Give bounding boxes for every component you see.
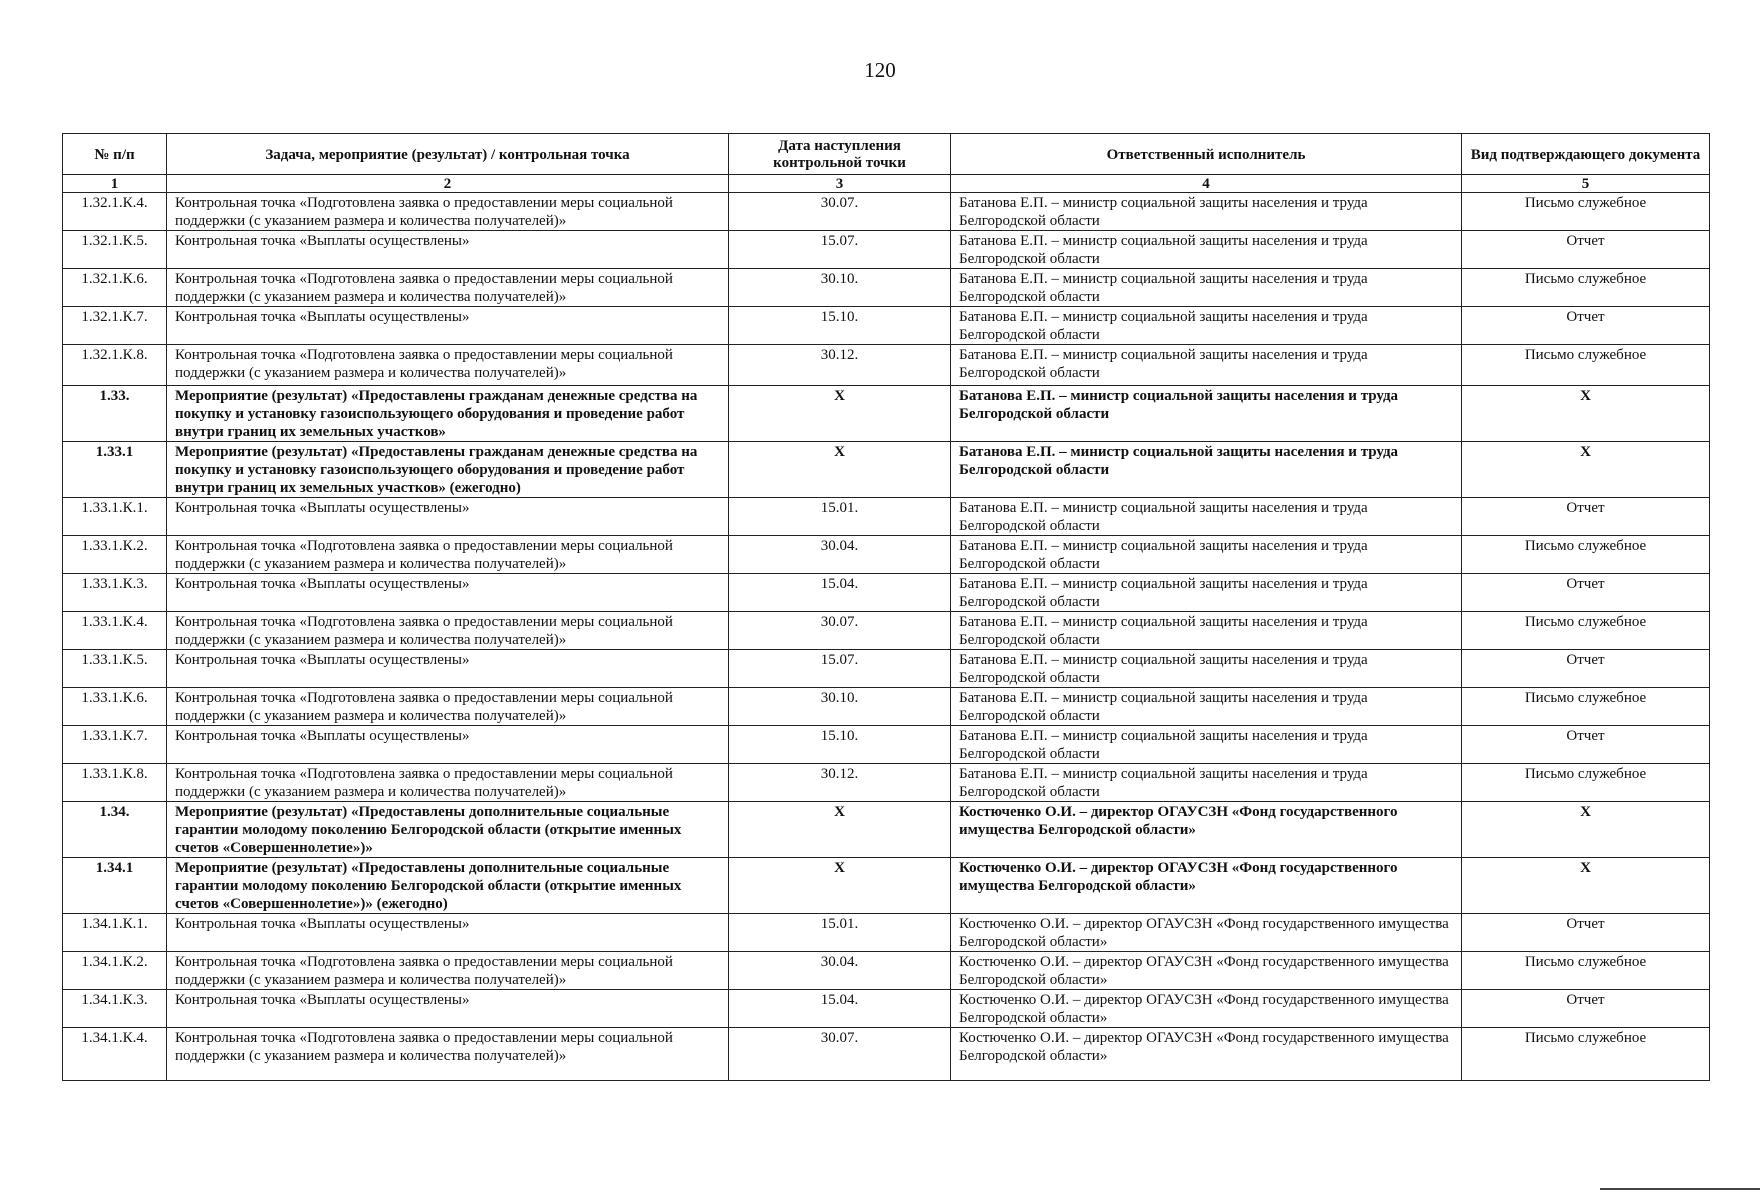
table-row (63, 536, 1710, 574)
table-row (63, 990, 1710, 1028)
row-number: 1.34.1.К.2. (63, 952, 167, 990)
page-number: 120 (864, 58, 896, 82)
row-responsible: Батанова Е.П. – министр социальной защиты населения и труда Белгородской области (951, 764, 1462, 802)
row-number: 1.33.1.К.1. (63, 498, 167, 536)
table-row (63, 764, 1710, 802)
row-document-type: Х (1462, 386, 1710, 442)
row-task: Контрольная точка «Подготовлена заявка о предоставлении меры социальной поддержки (с указанием размера и количества получателей)» (167, 1028, 729, 1081)
row-date: 15.10. (729, 726, 951, 764)
row-responsible: Костюченко О.И. – директор ОГАУСЗН «Фонд государственного имущества Белгородской области» (951, 858, 1462, 914)
row-number: 1.33.1.К.5. (63, 650, 167, 688)
row-number: 1.32.1.К.8. (63, 345, 167, 386)
header-responsible: Ответственный исполнитель (951, 134, 1462, 175)
row-document-type: Отчет (1462, 650, 1710, 688)
row-responsible: Батанова Е.П. – министр социальной защиты населения и труда Белгородской области (951, 386, 1462, 442)
header-document: Вид подтверждающего документа (1462, 134, 1710, 175)
table-row (63, 612, 1710, 650)
row-number: 1.33.1.К.4. (63, 612, 167, 650)
table-row (63, 726, 1710, 764)
row-date: Х (729, 858, 951, 914)
row-date: 15.01. (729, 914, 951, 952)
row-date: 15.04. (729, 990, 951, 1028)
row-responsible: Батанова Е.П. – министр социальной защиты населения и труда Белгородской области (951, 612, 1462, 650)
row-date: 30.07. (729, 1028, 951, 1081)
row-responsible: Батанова Е.П. – министр социальной защиты населения и труда Белгородской области (951, 688, 1462, 726)
row-date: 30.10. (729, 269, 951, 307)
row-number: 1.32.1.К.4. (63, 193, 167, 231)
table-row (63, 574, 1710, 612)
row-task: Контрольная точка «Подготовлена заявка о предоставлении меры социальной поддержки (с указанием размера и количества получателей)» (167, 345, 729, 386)
row-date: 30.10. (729, 688, 951, 726)
column-number: 5 (1462, 175, 1710, 193)
row-number: 1.34.1.К.1. (63, 914, 167, 952)
table-row (63, 858, 1710, 914)
row-task: Контрольная точка «Подготовлена заявка о предоставлении меры социальной поддержки (с указанием размера и количества получателей)» (167, 193, 729, 231)
row-document-type: Отчет (1462, 574, 1710, 612)
row-task: Мероприятие (результат) «Предоставлены гражданам денежные средства на покупку и установку газоиспользующего оборудования и проведение работ внутри границ их земельных участков» (167, 386, 729, 442)
row-number: 1.34.1 (63, 858, 167, 914)
row-document-type: Отчет (1462, 307, 1710, 345)
table-row (63, 345, 1710, 386)
column-number: 3 (729, 175, 951, 193)
header-date: Дата наступления контрольной точки (729, 134, 951, 175)
row-task: Контрольная точка «Подготовлена заявка о предоставлении меры социальной поддержки (с указанием размера и количества получателей)» (167, 688, 729, 726)
row-document-type: Отчет (1462, 726, 1710, 764)
table-row (63, 1028, 1710, 1081)
table-row (63, 442, 1710, 498)
row-responsible: Костюченко О.И. – директор ОГАУСЗН «Фонд государственного имущества Белгородской области» (951, 914, 1462, 952)
row-date: 15.07. (729, 650, 951, 688)
table-row (63, 802, 1710, 858)
row-date: 15.10. (729, 307, 951, 345)
row-date: 30.04. (729, 536, 951, 574)
row-task: Контрольная точка «Выплаты осуществлены» (167, 574, 729, 612)
row-responsible: Батанова Е.П. – министр социальной защиты населения и труда Белгородской области (951, 498, 1462, 536)
row-number: 1.33.1.К.2. (63, 536, 167, 574)
row-task: Мероприятие (результат) «Предоставлены дополнительные социальные гарантии молодому поколению Белгородской области (открытие именных счетов «Совершеннолетие»)» (ежегодно) (167, 858, 729, 914)
row-date: 15.01. (729, 498, 951, 536)
row-document-type: Отчет (1462, 914, 1710, 952)
scan-artifact-line (1600, 1188, 1760, 1190)
row-task: Контрольная точка «Подготовлена заявка о предоставлении меры социальной поддержки (с указанием размера и количества получателей)» (167, 952, 729, 990)
column-number: 1 (63, 175, 167, 193)
row-responsible: Батанова Е.П. – министр социальной защиты населения и труда Белгородской области (951, 650, 1462, 688)
row-date: Х (729, 386, 951, 442)
row-document-type: Письмо служебное (1462, 952, 1710, 990)
row-responsible: Батанова Е.П. – министр социальной защиты населения и труда Белгородской области (951, 726, 1462, 764)
header-task: Задача, мероприятие (результат) / контрольная точка (167, 134, 729, 175)
row-date: 30.07. (729, 612, 951, 650)
row-document-type: Отчет (1462, 990, 1710, 1028)
row-responsible: Костюченко О.И. – директор ОГАУСЗН «Фонд государственного имущества Белгородской области» (951, 1028, 1462, 1081)
row-number: 1.33.1 (63, 442, 167, 498)
row-task: Контрольная точка «Выплаты осуществлены» (167, 498, 729, 536)
row-date: Х (729, 442, 951, 498)
row-task: Контрольная точка «Выплаты осуществлены» (167, 914, 729, 952)
row-task: Мероприятие (результат) «Предоставлены гражданам денежные средства на покупку и установку газоиспользующего оборудования и проведение работ внутри границ их земельных участков» (ежегодно) (167, 442, 729, 498)
table-header-row (63, 134, 1710, 175)
row-number: 1.33. (63, 386, 167, 442)
table-row (63, 307, 1710, 345)
row-date: 15.07. (729, 231, 951, 269)
row-number: 1.33.1.К.7. (63, 726, 167, 764)
row-number: 1.33.1.К.6. (63, 688, 167, 726)
row-task: Контрольная точка «Подготовлена заявка о предоставлении меры социальной поддержки (с указанием размера и количества получателей)» (167, 269, 729, 307)
header-number: № п/п (63, 134, 167, 175)
row-number: 1.32.1.К.6. (63, 269, 167, 307)
row-responsible: Батанова Е.П. – министр социальной защиты населения и труда Белгородской области (951, 231, 1462, 269)
table-row (63, 498, 1710, 536)
row-task: Контрольная точка «Подготовлена заявка о предоставлении меры социальной поддержки (с указанием размера и количества получателей)» (167, 612, 729, 650)
row-number: 1.32.1.К.7. (63, 307, 167, 345)
table-row (63, 193, 1710, 231)
row-document-type: Письмо служебное (1462, 345, 1710, 386)
row-document-type: Х (1462, 442, 1710, 498)
row-responsible: Костюченко О.И. – директор ОГАУСЗН «Фонд государственного имущества Белгородской области» (951, 952, 1462, 990)
table-row (63, 952, 1710, 990)
row-responsible: Батанова Е.П. – министр социальной защиты населения и труда Белгородской области (951, 269, 1462, 307)
row-document-type: Отчет (1462, 498, 1710, 536)
row-document-type: Письмо служебное (1462, 764, 1710, 802)
row-document-type: Х (1462, 802, 1710, 858)
table-body (63, 193, 1710, 1081)
row-task: Контрольная точка «Выплаты осуществлены» (167, 726, 729, 764)
row-responsible: Батанова Е.П. – министр социальной защиты населения и труда Белгородской области (951, 307, 1462, 345)
row-document-type: Письмо служебное (1462, 536, 1710, 574)
row-date: 30.12. (729, 345, 951, 386)
row-document-type: Отчет (1462, 231, 1710, 269)
row-number: 1.33.1.К.3. (63, 574, 167, 612)
row-task: Контрольная точка «Выплаты осуществлены» (167, 307, 729, 345)
row-document-type: Письмо служебное (1462, 688, 1710, 726)
row-task: Контрольная точка «Выплаты осуществлены» (167, 650, 729, 688)
row-date: 30.07. (729, 193, 951, 231)
row-responsible: Батанова Е.П. – министр социальной защиты населения и труда Белгородской области (951, 442, 1462, 498)
row-number: 1.32.1.К.5. (63, 231, 167, 269)
row-date: 15.04. (729, 574, 951, 612)
row-task: Контрольная точка «Выплаты осуществлены» (167, 990, 729, 1028)
row-document-type: Письмо служебное (1462, 612, 1710, 650)
row-responsible: Батанова Е.П. – министр социальной защиты населения и труда Белгородской области (951, 345, 1462, 386)
row-task: Контрольная точка «Подготовлена заявка о предоставлении меры социальной поддержки (с указанием размера и количества получателей)» (167, 764, 729, 802)
row-number: 1.34.1.К.3. (63, 990, 167, 1028)
row-task: Контрольная точка «Выплаты осуществлены» (167, 231, 729, 269)
column-number: 2 (167, 175, 729, 193)
row-task: Контрольная точка «Подготовлена заявка о предоставлении меры социальной поддержки (с указанием размера и количества получателей)» (167, 536, 729, 574)
column-number-row (63, 175, 1710, 193)
column-number: 4 (951, 175, 1462, 193)
row-document-type: Х (1462, 858, 1710, 914)
control-points-table (62, 133, 1710, 1081)
row-task: Мероприятие (результат) «Предоставлены дополнительные социальные гарантии молодому поколению Белгородской области (открытие именных счетов «Совершеннолетие»)» (167, 802, 729, 858)
row-number: 1.33.1.К.8. (63, 764, 167, 802)
table-row (63, 650, 1710, 688)
row-responsible: Костюченко О.И. – директор ОГАУСЗН «Фонд государственного имущества Белгородской области» (951, 990, 1462, 1028)
row-date: 30.12. (729, 764, 951, 802)
row-responsible: Батанова Е.П. – министр социальной защиты населения и труда Белгородской области (951, 193, 1462, 231)
row-number: 1.34.1.К.4. (63, 1028, 167, 1081)
table-row (63, 688, 1710, 726)
row-date: 30.04. (729, 952, 951, 990)
row-date: Х (729, 802, 951, 858)
row-responsible: Батанова Е.П. – министр социальной защиты населения и труда Белгородской области (951, 536, 1462, 574)
row-document-type: Письмо служебное (1462, 193, 1710, 231)
table-row (63, 914, 1710, 952)
table-row (63, 269, 1710, 307)
row-document-type: Письмо служебное (1462, 1028, 1710, 1081)
row-number: 1.34. (63, 802, 167, 858)
table-row (63, 231, 1710, 269)
row-responsible: Батанова Е.П. – министр социальной защиты населения и труда Белгородской области (951, 574, 1462, 612)
row-responsible: Костюченко О.И. – директор ОГАУСЗН «Фонд государственного имущества Белгородской области» (951, 802, 1462, 858)
row-document-type: Письмо служебное (1462, 269, 1710, 307)
table-row (63, 386, 1710, 442)
